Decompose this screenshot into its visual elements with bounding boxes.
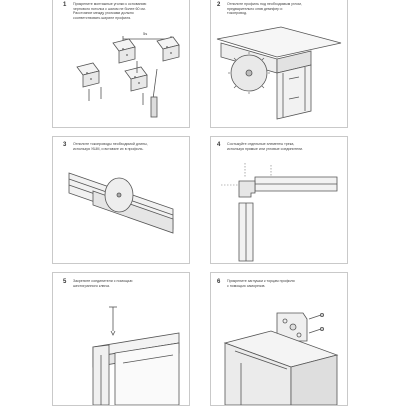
step-2-line-3: токопровод.: [227, 11, 248, 16]
step-panel-4: [210, 136, 348, 264]
step-5-line-2: шестигранного ключа.: [73, 283, 111, 288]
step-number-5: 5: [63, 279, 67, 285]
step-number-2: 2: [217, 2, 221, 8]
screw-icon: [309, 313, 324, 333]
step-number-6: 6: [217, 279, 221, 285]
track-connection-illustration: [211, 137, 347, 263]
step-panel-2: [210, 0, 348, 128]
step-panel-6: [210, 272, 348, 406]
step-6-line-2: с помощью саморезов.: [227, 283, 266, 288]
step-4-line-2: используя прямые или угловые соединители.: [227, 146, 304, 151]
step-number-3: 3: [63, 142, 67, 148]
step-number-1: 1: [63, 2, 67, 8]
step-1-line-2: чернового потолка с шагом не более 60 см.: [73, 6, 146, 11]
conductor-cutting-illustration: [53, 137, 189, 263]
step-1-line-3: Расстояние между уголками должно: [73, 11, 134, 16]
grinder-disc-icon: [105, 178, 133, 212]
step-4-line-1: Состыкуйте отдельные элементы трека,: [227, 142, 295, 146]
step-panel-5: [52, 272, 190, 406]
step-6-line-1: Прикрепите заглушки к торцам профиля: [227, 279, 295, 283]
end-cap-screws-illustration: [211, 273, 347, 405]
step-3-line-1: Отпилите токопроводы необходимой длины,: [73, 142, 148, 146]
step-number-4: 4: [217, 142, 221, 148]
saw-cutting-profile-illustration: [211, 0, 347, 127]
step-3-line-2: используя УШМ, и вставьте их в профиль.: [73, 146, 144, 151]
step-panel-1: [52, 0, 190, 128]
hex-key-icon: [109, 307, 117, 335]
step-2-line-1: Отпилите профиль под необходимым углом,: [227, 2, 302, 6]
mounting-brackets-illustration: [53, 0, 189, 127]
step-5-line-1: Закрепите соединители с помощью: [73, 279, 133, 283]
bracket-spacing-label: 5s: [143, 31, 148, 36]
saw-blade-icon: [231, 55, 267, 91]
step-1-line-4: соответствовать ширине профиля.: [73, 15, 132, 20]
hex-key-fastening-illustration: [53, 273, 189, 405]
step-1-line-1: Прикрепите монтажные уголки к основанию: [73, 2, 147, 6]
step-panel-3: [52, 136, 190, 264]
step-2-line-2: предварительно сняв демпфер и: [227, 6, 283, 11]
